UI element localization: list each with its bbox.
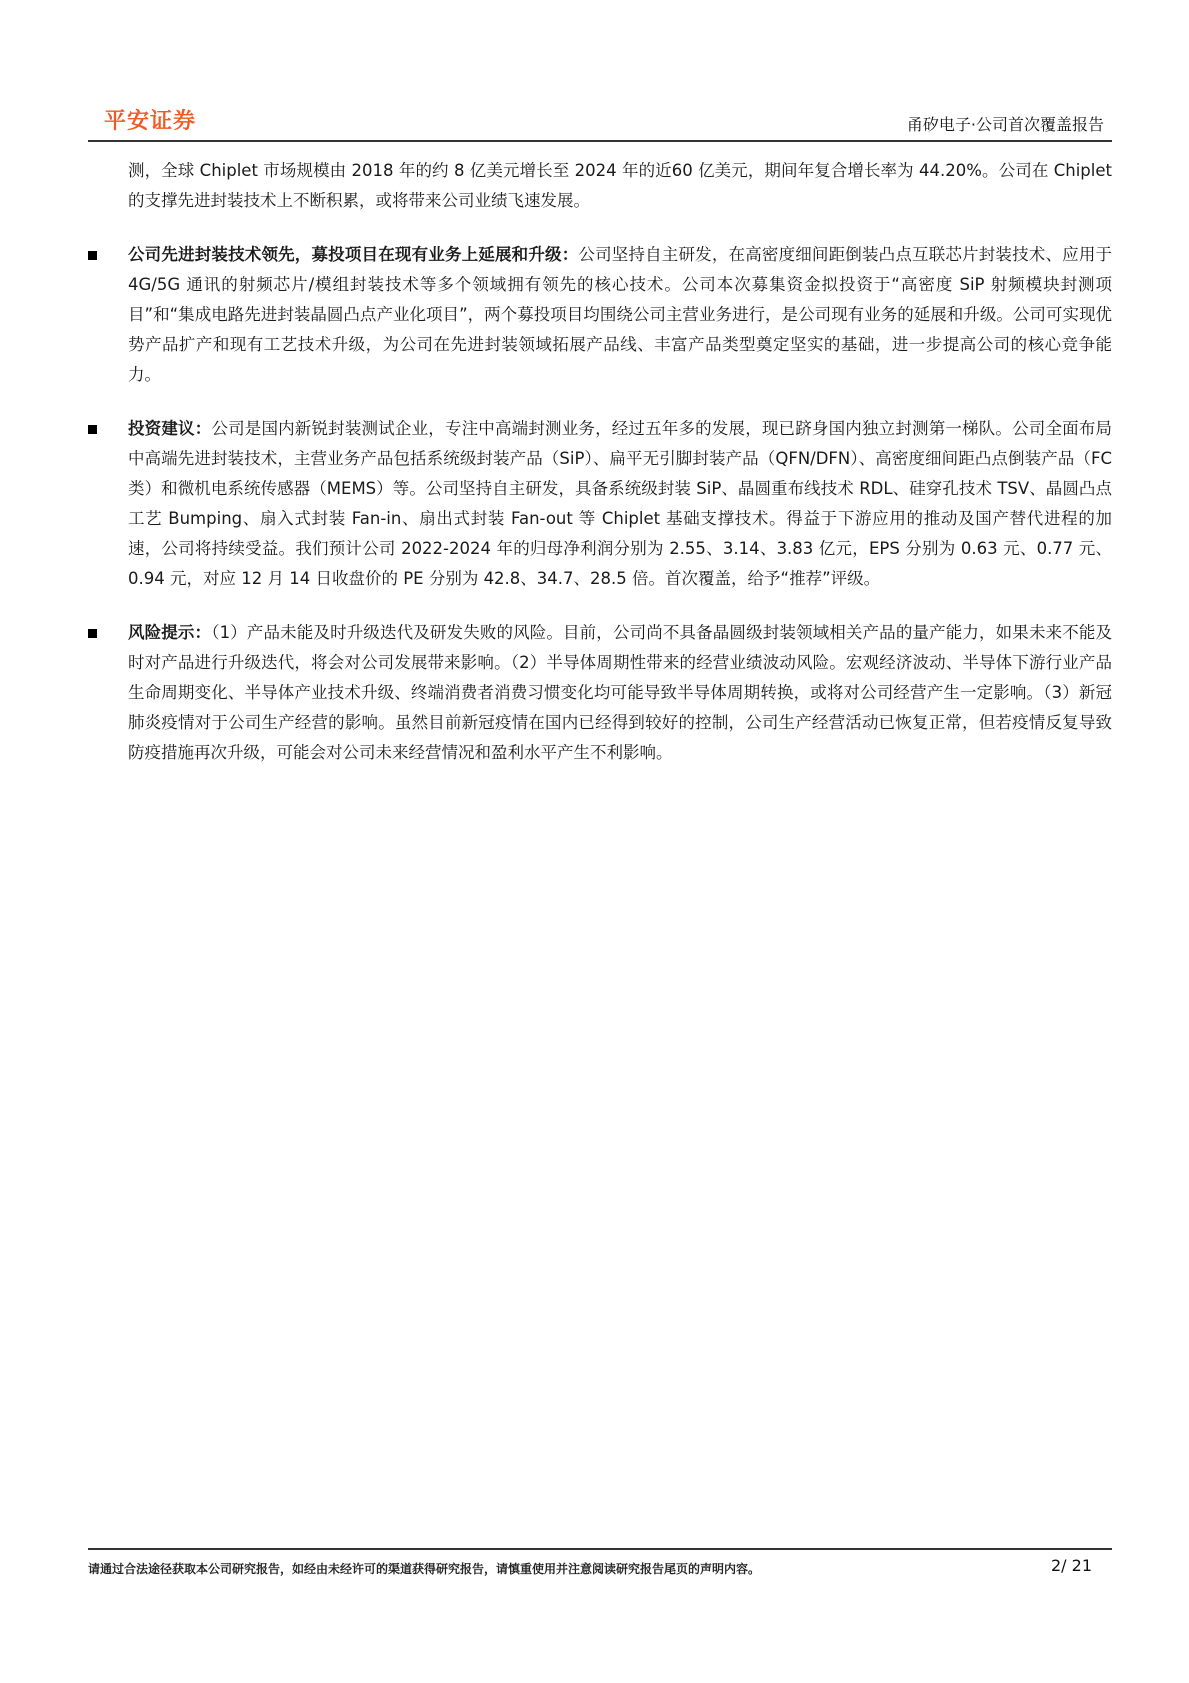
brand-logo: 平安证券 [104, 109, 197, 134]
bullet-text: （1）产品未能及时升级迭代及研发失败的风险。目前，公司尚不具备晶圆级封装领域相关产品的量产能力，如果未来不能及时对产品进行升级迭代，将会对公司发展带来影响。（2）半导体周期性带来的经营业绩波动风险。宏观经济波动、半导体下游行业产品生命周期变化、半导体产业技术升级、终端消费者消费习惯变化均可能导致半导体周期转换，或将对公司经营产生一定影响。（3）新冠肺炎疫情对于公司生产经营的影响。虽然目前新冠疫情在国内已经得到较好的控制，公司生产经营活动已恢复正常，但若疫情反复导致防疫措施再次升级，可能会对公司未来经营情况和盈利水平产生不利影响。 [128, 623, 1113, 762]
page-header [88, 98, 1112, 142]
disclaimer-text: 请通过合法途径获取本公司研究报告，如经由未经许可的渠道获得研究报告，请慎重使用并注意阅读研究报告尾页的声明内容。 [88, 1562, 761, 1576]
square-bullet-icon [88, 629, 97, 638]
page-number: 2/ 21 [1050, 1556, 1092, 1575]
bullet-title: 风险提示： [128, 623, 212, 642]
square-bullet-icon [88, 251, 97, 260]
bullet-item [88, 618, 1112, 768]
continuation-paragraph: 测，全球 Chiplet 市场规模由 2018 年的约 8 亿美元增长至 2024 年的近60 亿美元，期间年复合增长率为 44.20%。公司在 Chiplet 的支撑先进封装技术上不断积累，或将带来公司业绩飞速发展。 [128, 161, 1112, 210]
bullet-text: 公司是国内新锐封装测试企业，专注中高端封测业务，经过五年多的发展，现已跻身国内独立封测第一梯队。公司全面布局中高端先进封装技术，主营业务产品包括系统级封装产品（SiP）、扁平无引脚封装产品（QFN/DFN）、高密度细间距凸点倒装产品（FC 类）和微机电系统传感器（MEMS）等。公司坚持自主研发，具备系统级封装 SiP、晶圆重布线技术 RDL、硅穿孔技术 TSV、晶圆凸点工艺 Bumping、扇入式封装 Fan-in、扇出式封装 Fan-out 等 Chiplet 基础支撑技术。得益于下游应用的推动及国产替代进程的加速，公司将持续受益。我们预计公司 2022-2024 年的归母净利润分别为 2.55、3.14、3.83 亿元，EPS 分别为 0.63 元、0.77 元、0.94 元，对应 12 月 14 日收盘价的 PE 分别为 42.8、34.7、28.5 倍。首次覆盖，给予“推荐”评级。 [128, 419, 1113, 588]
page-footer [88, 1548, 1112, 1576]
bullet-title: 投资建议： [128, 419, 212, 438]
bullet-text: 公司坚持自主研发，在高密度细间距倒装凸点互联芯片封装技术、应用于 4G/5G 通讯的射频芯片/模组封装技术等多个领域拥有领先的核心技术。公司本次募集资金拟投资于“高密度 SiP 射频模块封测项目”和“集成电路先进封装晶圆凸点产业化项目”，两个募投项目均围绕公司主营业务进行，是公司现有业务的延展和升级。公司可实现优势产品扩产和现有工艺技术升级，为公司在先进封装领域拓展产品线、丰富产品类型奠定坚实的基础，进一步提高公司的核心竞争能力。 [128, 245, 1113, 384]
square-bullet-icon [88, 425, 97, 434]
bullet-item [88, 240, 1112, 390]
bullet-title: 公司先进封装技术领先，募投项目在现有业务上延展和升级： [128, 245, 579, 264]
bullet-item [88, 414, 1112, 594]
report-title: 甬矽电子·公司首次覆盖报告 [906, 115, 1104, 134]
report-body [88, 156, 1112, 768]
